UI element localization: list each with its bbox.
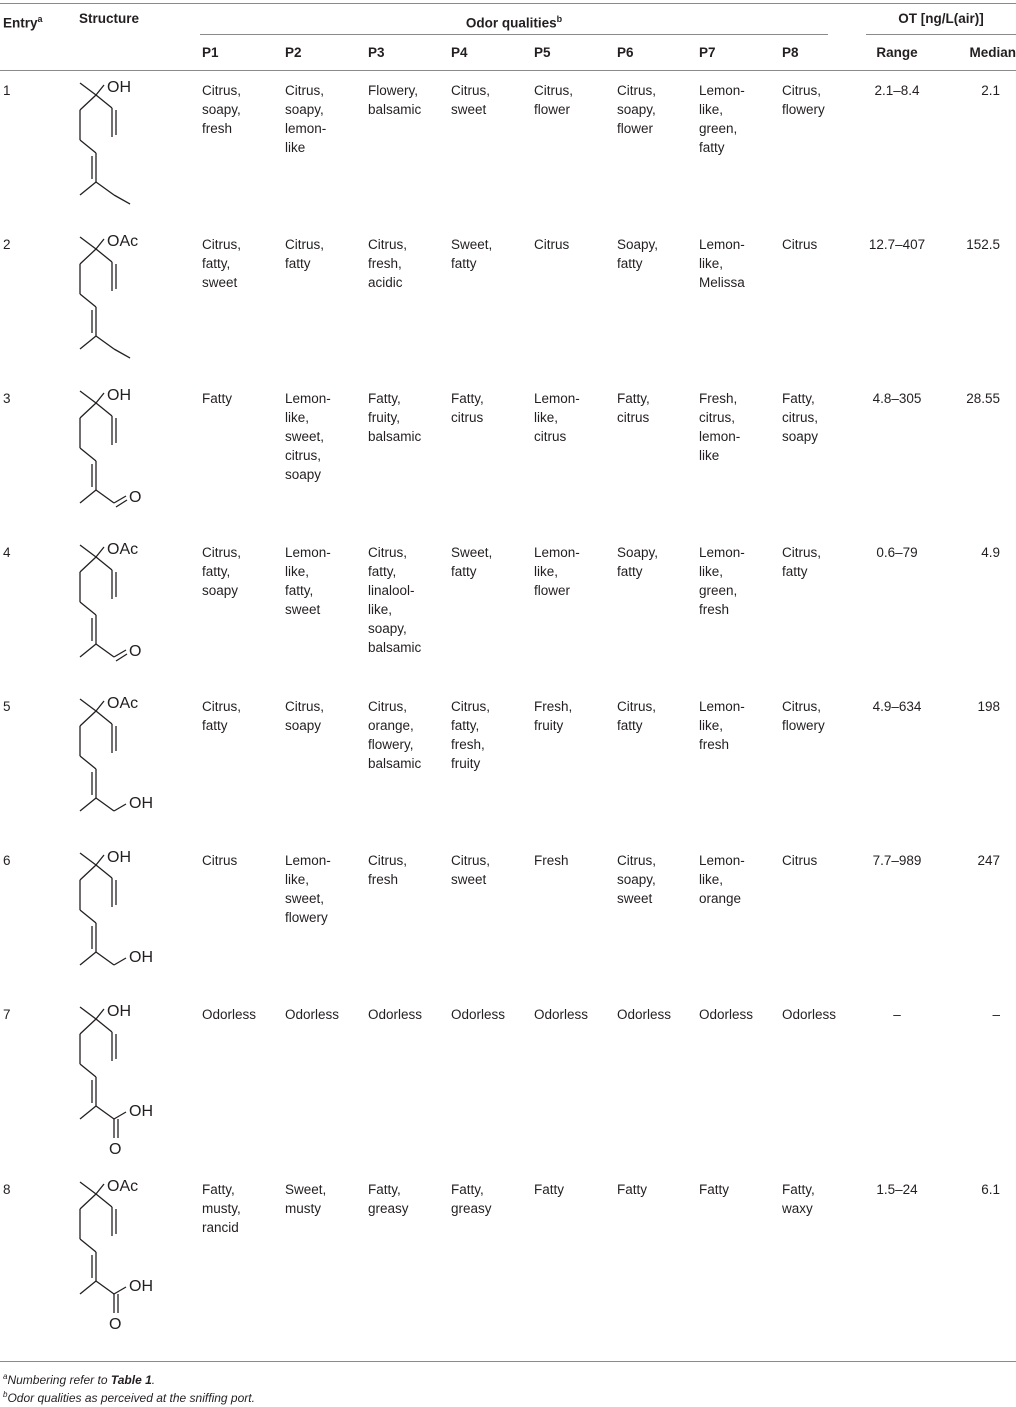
- ot-subrule: [866, 34, 1016, 35]
- odor-quality-cell: Fatty, citrus: [451, 391, 484, 425]
- structure-diagram: [70, 537, 190, 687]
- structure-diagram: [70, 383, 190, 533]
- odor-quality-cell: Odorless: [617, 1007, 672, 1022]
- odor-quality-cell: Citrus: [782, 237, 818, 252]
- ot-median: 152.5: [966, 237, 1000, 252]
- odor-quality-cell: Citrus, orange, flowery, balsamic: [368, 699, 422, 771]
- entry-number: 3: [3, 391, 11, 406]
- odor-quality-cell: Citrus, flowery: [782, 83, 825, 117]
- header-panelist: P4: [451, 45, 468, 60]
- odor-quality-cell: Odorless: [534, 1007, 589, 1022]
- odor-quality-cell: Fatty, greasy: [368, 1182, 409, 1216]
- header-panelist: P7: [699, 45, 716, 60]
- entry-number: 1: [3, 83, 11, 98]
- odor-quality-cell: Soapy, fatty: [617, 545, 659, 579]
- odor-quality-cell: Fresh, citrus, lemon- like: [699, 391, 741, 463]
- structure-label: OH: [107, 387, 131, 404]
- header-panelist: P1: [202, 45, 219, 60]
- odor-quality-cell: Soapy, fatty: [617, 237, 659, 271]
- odor-quality-cell: Fatty, fruity, balsamic: [368, 391, 422, 444]
- odor-quality-cell: Odorless: [782, 1007, 837, 1022]
- odor-quality-cell: Citrus, soapy, flower: [617, 83, 657, 136]
- structure-label: OAc: [107, 541, 139, 558]
- odor-quality-cell: Citrus, fatty, soapy: [202, 545, 242, 598]
- structure-diagram: [70, 691, 190, 841]
- ot-range: –: [893, 1007, 901, 1022]
- header-panelist: P2: [285, 45, 302, 60]
- odor-quality-cell: Citrus, soapy, sweet: [617, 853, 657, 906]
- header-range: Range: [876, 45, 918, 60]
- structure-label: OAc: [107, 233, 139, 250]
- header-median: Median: [969, 45, 1016, 60]
- entry-number: 6: [3, 853, 11, 868]
- odor-quality-cell: Fatty: [617, 1182, 648, 1197]
- odor-quality-cell: Fatty: [534, 1182, 565, 1197]
- odor-quality-cell: Flowery, balsamic: [368, 83, 422, 117]
- odor-quality-cell: Lemon- like, flower: [534, 545, 580, 598]
- odor-quality-cell: Lemon- like, fatty, sweet: [285, 545, 331, 617]
- entry-number: 4: [3, 545, 11, 560]
- header-ot: OT [ng/L(air)]: [898, 11, 984, 26]
- ot-range: 7.7–989: [872, 853, 922, 868]
- ot-range: 0.6–79: [876, 545, 918, 560]
- odor-quality-cell: Citrus, fatty: [202, 699, 242, 733]
- odor-quality-cell: Odorless: [368, 1007, 423, 1022]
- odor-quality-cell: Fatty, greasy: [451, 1182, 492, 1216]
- header-panelist: P3: [368, 45, 385, 60]
- odor-quality-cell: Fatty: [202, 391, 233, 406]
- structure-label: OH: [107, 849, 131, 866]
- footnote-a: $^a$Numbering refer to Table 1.: [3, 1372, 156, 1387]
- footnote-b: $^b$Odor qualities as perceived at the sniffing port.: [3, 1390, 255, 1405]
- entry-number: 2: [3, 237, 11, 252]
- ot-median: 247: [977, 853, 1000, 868]
- odor-quality-cell: Lemon- like, fresh: [699, 699, 745, 752]
- header-structure: Structure: [79, 11, 140, 26]
- header-entry: Entry$^a$: [3, 14, 43, 31]
- entry-number: 5: [3, 699, 11, 714]
- odor-quality-cell: Odorless: [285, 1007, 340, 1022]
- ot-median: 28.55: [966, 391, 1000, 406]
- ot-range: 4.9–634: [872, 699, 922, 714]
- ot-range: 2.1–8.4: [874, 83, 920, 98]
- structure-label: OH: [129, 1278, 153, 1295]
- odor-quality-cell: Citrus, fresh, acidic: [368, 237, 408, 290]
- odor-quality-cell: Citrus, sweet: [451, 83, 491, 117]
- odor-quality-cell: Lemon- like, orange: [699, 853, 745, 906]
- odor-quality-cell: Fresh: [534, 853, 569, 868]
- odor-quality-cell: Odorless: [451, 1007, 506, 1022]
- odor-quality-cell: Citrus, soapy, lemon- like: [285, 83, 327, 155]
- odor-quality-cell: Sweet, fatty: [451, 237, 493, 271]
- ot-median: 4.9: [981, 545, 1000, 560]
- header-panelist: P5: [534, 45, 551, 60]
- odor-quality-cell: Lemon- like, green, fresh: [699, 545, 745, 617]
- header-odor-qualities: Odor qualities$^b$: [465, 14, 563, 31]
- structure-label: OAc: [107, 695, 139, 712]
- odor-quality-cell: Fresh, fruity: [534, 699, 573, 733]
- entry-number: 7: [3, 1007, 11, 1022]
- structure-label: OH: [129, 1103, 153, 1120]
- odor-quality-cell: Lemon- like, sweet, flowery: [285, 853, 331, 925]
- structure-label: O: [109, 1141, 122, 1158]
- structure-label: O: [109, 1316, 122, 1333]
- structure-label: O: [129, 643, 142, 660]
- structure-diagram: [70, 1174, 190, 1334]
- odor-quality-cell: Sweet, musty: [285, 1182, 327, 1216]
- structure-label: OH: [107, 79, 131, 96]
- structure-label: O: [129, 489, 142, 506]
- odor-subrule: [200, 34, 828, 35]
- odor-quality-cell: Citrus, fatty: [782, 545, 822, 579]
- odor-quality-cell: Citrus, fresh: [368, 853, 408, 887]
- structure-diagram: [70, 845, 190, 995]
- structure-diagram: [70, 75, 190, 225]
- odor-quality-cell: Citrus: [782, 853, 818, 868]
- structure-diagram: [70, 999, 190, 1159]
- odor-quality-cell: Odorless: [202, 1007, 257, 1022]
- odor-quality-cell: Citrus, fatty, sweet: [202, 237, 242, 290]
- structure-diagram: [70, 229, 190, 379]
- odor-quality-cell: Citrus, sweet: [451, 853, 491, 887]
- odor-quality-cell: Lemon- like, Melissa: [699, 237, 745, 290]
- top-rule: [0, 3, 1016, 4]
- structure-label: OH: [107, 1003, 131, 1020]
- odor-quality-cell: Citrus, flowery: [782, 699, 825, 733]
- odor-quality-cell: Citrus, soapy: [285, 699, 325, 733]
- odor-quality-cell: Fatty, waxy: [782, 1182, 815, 1216]
- ot-median: 198: [977, 699, 1000, 714]
- structure-label: OAc: [107, 1178, 139, 1195]
- header-rule: [0, 70, 1016, 71]
- ot-range: 1.5–24: [876, 1182, 918, 1197]
- ot-median: 2.1: [981, 83, 1000, 98]
- odor-quality-cell: Lemon- like, green, fatty: [699, 83, 745, 155]
- odor-quality-cell: Sweet, fatty: [451, 545, 493, 579]
- odor-quality-cell: Citrus, fatty: [617, 699, 657, 733]
- odor-quality-cell: Citrus, fatty, fresh, fruity: [451, 699, 491, 771]
- odor-quality-cell: Fatty, musty, rancid: [202, 1182, 241, 1235]
- odor-quality-cell: Lemon- like, sweet, citrus, soapy: [285, 391, 331, 482]
- header-panelist: P6: [617, 45, 634, 60]
- ot-median: 6.1: [981, 1182, 1000, 1197]
- odor-quality-cell: Odorless: [699, 1007, 754, 1022]
- odor-quality-cell: Fatty, citrus: [617, 391, 650, 425]
- odor-quality-cell: Citrus: [534, 237, 570, 252]
- ot-median: –: [992, 1007, 1000, 1022]
- structure-label: OH: [129, 949, 153, 966]
- odor-quality-cell: Lemon- like, citrus: [534, 391, 580, 444]
- odor-quality-cell: Citrus, soapy, fresh: [202, 83, 242, 136]
- odor-quality-cell: Citrus, flower: [534, 83, 574, 117]
- odor-quality-cell: Fatty, citrus, soapy: [782, 391, 819, 444]
- structure-label: OH: [129, 795, 153, 812]
- odor-quality-cell: Citrus, fatty: [285, 237, 325, 271]
- odor-quality-cell: Fatty: [699, 1182, 730, 1197]
- ot-range: 4.8–305: [872, 391, 922, 406]
- odor-quality-cell: Citrus, fatty, linalool- like, soapy, balsamic: [368, 545, 422, 655]
- entry-number: 8: [3, 1182, 11, 1197]
- header-panelist: P8: [782, 45, 799, 60]
- ot-range: 12.7–407: [868, 237, 926, 252]
- bottom-rule: [0, 1361, 1016, 1362]
- odor-quality-cell: Citrus: [202, 853, 238, 868]
